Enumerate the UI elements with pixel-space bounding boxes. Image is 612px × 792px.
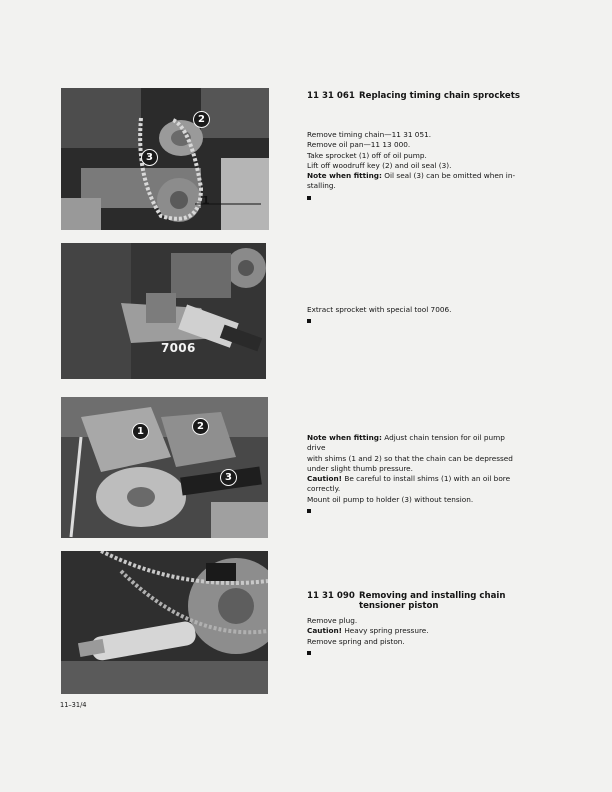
section-title-line-1: Removing and installing chain — [359, 591, 506, 601]
instruction-line: Remove plug. — [307, 616, 358, 625]
section-heading-11-31-090 — [307, 591, 505, 611]
end-marker — [307, 319, 311, 323]
section-number: 11 31 090 — [307, 591, 355, 601]
caution-line — [307, 474, 519, 484]
note-line — [307, 171, 519, 181]
caution-line — [307, 626, 519, 636]
instruction-line: Remove timing chain—11 31 051. — [307, 130, 432, 139]
instruction-line: Remove oil pan—11 13 000. — [307, 140, 411, 150]
photo-2-tool-label: 7006 — [161, 341, 196, 355]
photo-3-badge-1: 1 — [132, 423, 149, 440]
caution-label: Caution! — [307, 626, 342, 636]
photo-3-illustration — [61, 397, 268, 538]
photo-chain-tensioner — [61, 551, 268, 694]
photo-timing-chain-sprockets — [61, 88, 269, 230]
end-marker — [307, 509, 311, 513]
photo-1-badge-2: 2 — [193, 111, 210, 128]
page-number: 11–31/4 — [60, 701, 87, 709]
photo-extract-sprocket — [61, 243, 266, 379]
caution-label: Caution! — [307, 474, 342, 484]
note-text: Adjust chain tension for oil pump drive — [307, 433, 505, 453]
photo-3-badge-3: 3 — [220, 469, 237, 486]
caution-text: Be careful to install shims (1) with an oil bore — [342, 474, 511, 484]
section-title-line-2: tensioner piston — [359, 601, 439, 611]
instruction-line: Lift off woodruff key (2) and oil seal (3). — [307, 160, 452, 170]
photo-1-callout-1: 1 — [202, 194, 210, 207]
instruction-line: Mount oil pump to holder (3) without tension. — [307, 494, 474, 504]
caution-text: Heavy spring pressure. — [342, 626, 429, 636]
instruction-line: with shims (1 and 2) so that the chain can be depressed — [307, 453, 513, 463]
photo-1-badge-3: 3 — [141, 149, 158, 166]
end-marker — [307, 651, 311, 655]
photo-4-illustration — [61, 551, 268, 694]
section-title: Replacing timing chain sprockets — [359, 91, 520, 101]
photo-2-illustration — [61, 243, 266, 379]
instructions-block-4 — [307, 616, 519, 658]
section-number: 11 31 061 — [307, 91, 355, 101]
instruction-line: Remove spring and piston. — [307, 636, 405, 646]
end-marker — [307, 196, 311, 200]
instruction-line: stalling. — [307, 181, 336, 191]
instruction-line: under slight thumb pressure. — [307, 463, 413, 473]
instructions-block-3 — [307, 433, 519, 516]
section-title — [359, 591, 505, 611]
note-text: Oil seal (3) can be omitted when in- — [381, 171, 516, 181]
instructions-block-1 — [307, 130, 519, 203]
note-label: Note when fitting: — [307, 171, 382, 181]
instructions-block-2 — [307, 305, 519, 327]
photo-oil-pump-shims — [61, 397, 268, 538]
note-label: Note when fitting: — [307, 433, 382, 442]
note-line — [307, 433, 519, 454]
photo-3-badge-2: 2 — [192, 418, 209, 435]
instruction-line: Take sprocket (1) off of oil pump. — [307, 150, 427, 160]
photo-1-illustration — [61, 88, 269, 230]
instruction-line: Extract sprocket with special tool 7006. — [307, 305, 452, 314]
instruction-line: correctly. — [307, 484, 341, 494]
section-heading-11-31-061 — [307, 91, 520, 101]
